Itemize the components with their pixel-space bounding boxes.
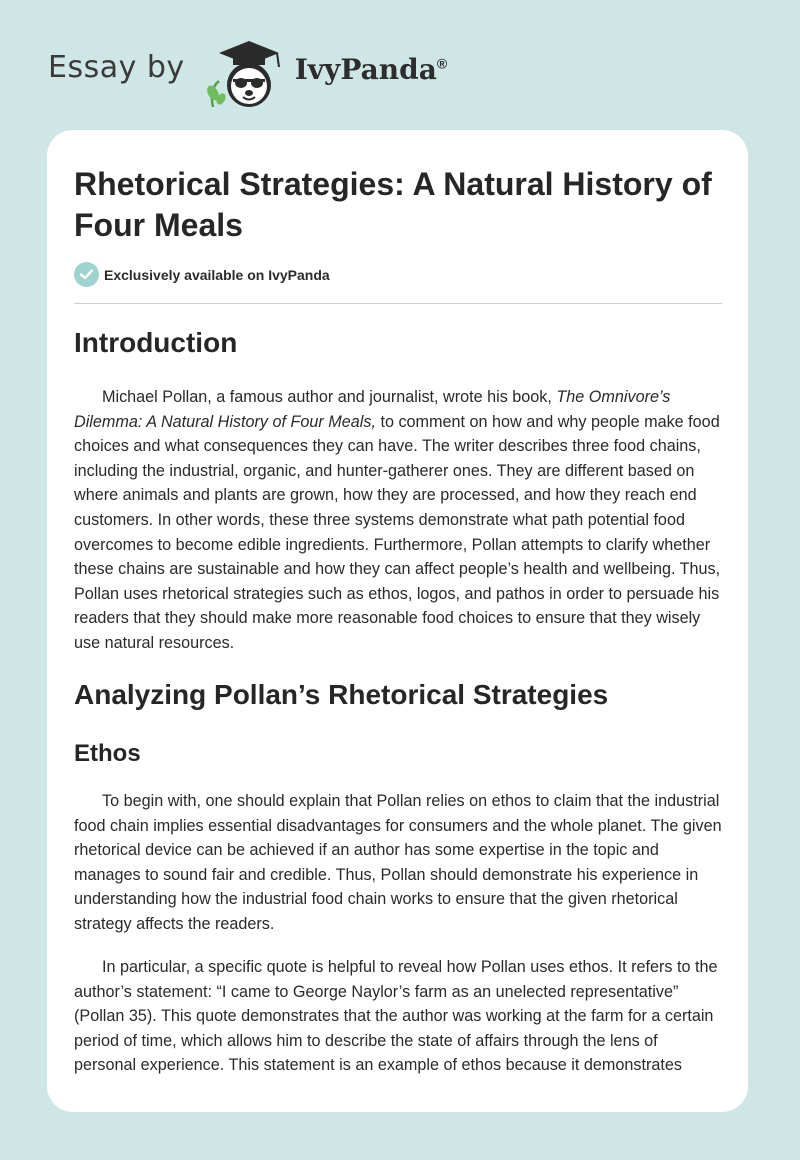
article-title: Rhetorical Strategies: A Natural History of Four Meals xyxy=(74,166,712,243)
registered-mark: ® xyxy=(436,55,448,72)
book-title: The Omnivore’s Dilemma: A Natural History of Four Meals, xyxy=(74,388,671,431)
brand-prefix: Essay by xyxy=(48,49,185,85)
article-card xyxy=(47,130,748,1112)
exclusive-label: Exclusively available on IvyPanda xyxy=(104,266,330,283)
ethos-paragraph-2: In particular, a specific quote is helpful to reveal how Pollan uses ethos. It refers to the author’s statement: “I came to George Naylor’s farm as an unelected representative” (Pollan 35). This quote demonstrates that the author was working at the farm for a certain period of time, which allows him to describe the state of affairs through the lens of personal experience. This statement is an example of ethos because it demonstrates xyxy=(74,958,718,1075)
analysis-heading: Analyzing Pollan’s Rhetorical Strategies xyxy=(74,679,609,710)
divider xyxy=(74,303,722,304)
ethos-paragraph-1: To begin with, one should explain that Pollan relies on ethos to claim that the industrial food chain implies essential disadvantages for consumers and the whole planet. The given rhetorical device can be achieved if an author has some expertise in the topic and manages to sound fair and credible. Thus, Pollan should demonstrate his experience in understanding how the industrial food chain works to ensure that the given rhetorical strategy affects the readers. xyxy=(74,792,722,933)
panda-logo-icon xyxy=(199,37,291,109)
ethos-heading: Ethos xyxy=(74,740,141,767)
exclusive-badge xyxy=(74,262,330,287)
checkmark-icon xyxy=(74,262,99,287)
introduction-paragraph: Michael Pollan, a famous author and journalist, wrote his book, The Omnivore’s Dilemma: A Natural History of Four Meals, to comment on how and why people make food choices and what consequences they can have. The writer describes three food chains, including the industrial, organic, and hunter-gatherer ones. They are different based on where animals and plants are grown, how they are processed, and how they reach end customers. In other words, these three systems demonstrate what path potential food overcomes to become edible ingredients. Furthermore, Pollan attempts to clarify whether these chains are sustainable and how they can affect people’s health and wellbeing. Thus, Pollan uses rhetorical strategies such as ethos, logos, and pathos in order to persuade his readers that they should make more reasonable food choices to ensure that they wisely use natural resources. xyxy=(74,388,721,652)
brand-name[interactable]: IvyPanda® xyxy=(294,52,448,86)
brand-header xyxy=(48,38,447,108)
introduction-heading: Introduction xyxy=(74,327,238,358)
